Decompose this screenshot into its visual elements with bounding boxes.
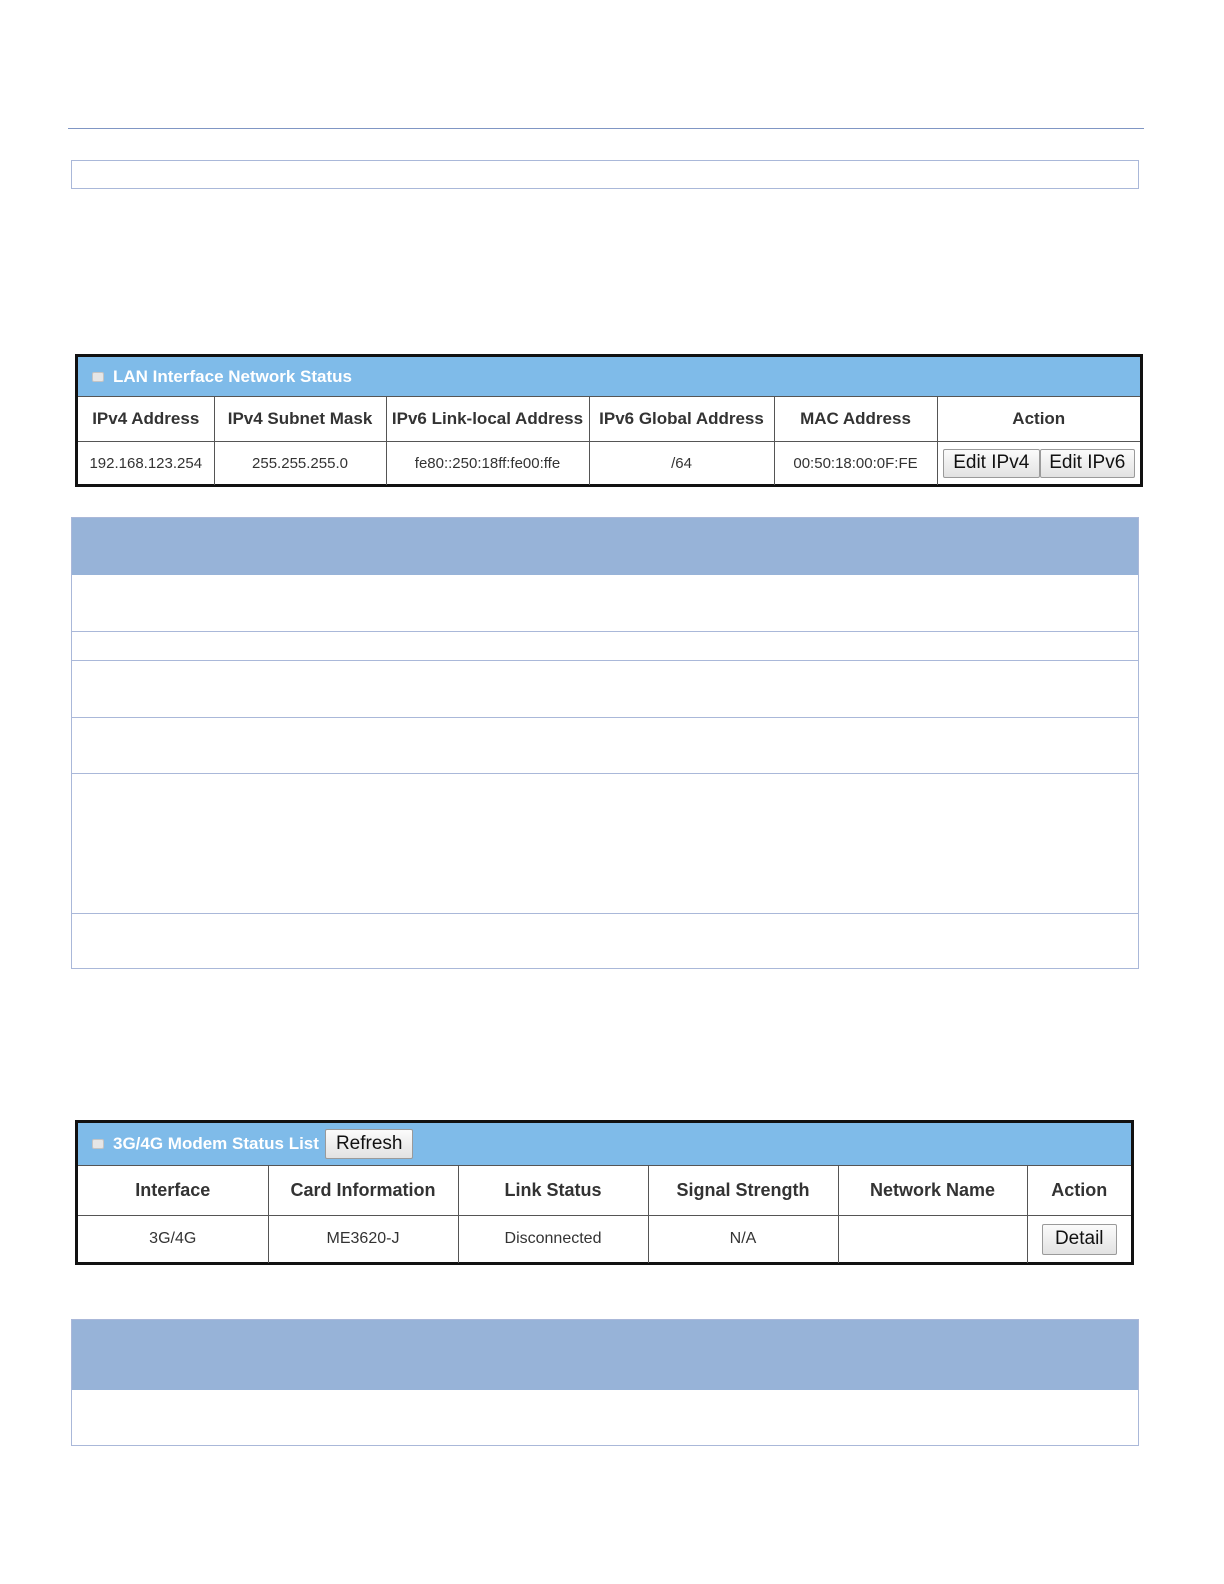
- modem-status-panel: [75, 1120, 1134, 1265]
- card-information-cell: ME3620-J: [268, 1216, 458, 1263]
- lan-status-title: LAN Interface Network Status: [113, 366, 352, 386]
- table-row: [78, 442, 1140, 485]
- refresh-button[interactable]: Refresh: [325, 1129, 414, 1159]
- column-header: Action: [937, 397, 1140, 442]
- lan-status-table: [78, 396, 1140, 485]
- column-header: Action: [1027, 1166, 1131, 1216]
- column-header: Link Status: [458, 1166, 648, 1216]
- column-header: Interface: [78, 1166, 268, 1216]
- link-status-cell: Disconnected: [458, 1216, 648, 1263]
- subnet-mask-cell: 255.255.255.0: [214, 442, 386, 485]
- panel-bullet-icon: [92, 372, 104, 382]
- mac-address-cell: 00:50:18:00:0F:FE: [774, 442, 937, 485]
- settings-row: [72, 660, 1138, 717]
- settings-table-2-header: [72, 1320, 1138, 1390]
- action-cell: [1027, 1216, 1131, 1263]
- signal-strength-cell: N/A: [648, 1216, 838, 1263]
- settings-row: [72, 631, 1138, 660]
- modem-status-table: [78, 1165, 1131, 1263]
- column-header: IPv4 Address: [78, 397, 214, 442]
- settings-row: [72, 575, 1138, 631]
- settings-table-1: [71, 517, 1139, 969]
- column-header: Card Information: [268, 1166, 458, 1216]
- page-header-rule: [68, 128, 1144, 129]
- modem-status-title: 3G/4G Modem Status List: [113, 1134, 319, 1153]
- settings-table-2: [71, 1319, 1139, 1446]
- column-header: IPv6 Link-local Address: [386, 397, 589, 442]
- settings-row: [72, 717, 1138, 773]
- modem-status-header: [78, 1123, 1131, 1165]
- table-row: [78, 1216, 1131, 1263]
- settings-row: [72, 773, 1138, 913]
- lan-status-header: [78, 357, 1140, 396]
- column-header: IPv4 Subnet Mask: [214, 397, 386, 442]
- edit-ipv4-button[interactable]: Edit IPv4: [943, 449, 1040, 478]
- table-header-row: [78, 1166, 1131, 1216]
- interface-cell: 3G/4G: [78, 1216, 268, 1263]
- settings-row: [72, 1390, 1138, 1445]
- settings-row: [72, 913, 1138, 969]
- empty-note-box: [71, 160, 1139, 189]
- table-header-row: [78, 397, 1140, 442]
- column-header: MAC Address: [774, 397, 937, 442]
- network-name-cell: [838, 1216, 1027, 1263]
- ipv6-global-cell: /64: [589, 442, 774, 485]
- detail-button[interactable]: Detail: [1042, 1224, 1117, 1255]
- ipv4-address-cell: 192.168.123.254: [78, 442, 214, 485]
- column-header: IPv6 Global Address: [589, 397, 774, 442]
- panel-bullet-icon: [92, 1139, 104, 1149]
- ipv6-link-local-cell: fe80::250:18ff:fe00:ffe: [386, 442, 589, 485]
- lan-interface-status-panel: [75, 354, 1143, 487]
- action-cell: [937, 442, 1140, 485]
- edit-ipv6-button[interactable]: Edit IPv6: [1040, 449, 1135, 478]
- column-header: Signal Strength: [648, 1166, 838, 1216]
- settings-table-1-header: [72, 518, 1138, 575]
- column-header: Network Name: [838, 1166, 1027, 1216]
